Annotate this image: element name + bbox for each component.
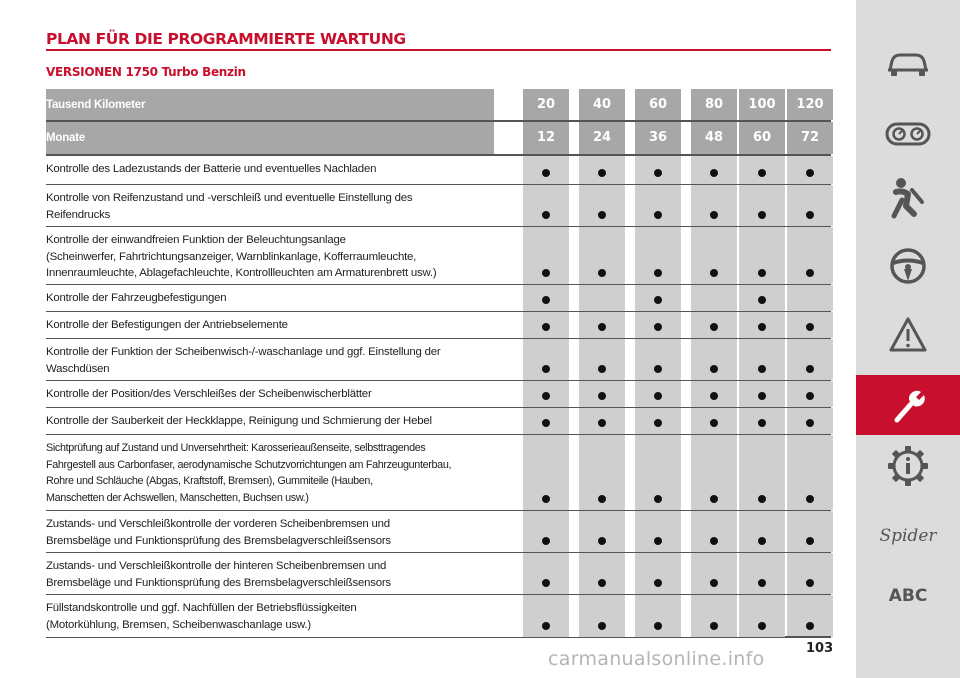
row-cells bbox=[523, 553, 831, 594]
interval-cell bbox=[523, 511, 569, 552]
header-months-value: 60 bbox=[752, 130, 772, 145]
service-mark-dot bbox=[654, 419, 663, 428]
spider-logo: Spider bbox=[879, 526, 937, 546]
sidebar-item-maintenance[interactable] bbox=[856, 375, 960, 435]
car-icon bbox=[884, 48, 932, 80]
row-cells bbox=[523, 595, 831, 637]
header-months-cell bbox=[691, 122, 737, 154]
interval-cell bbox=[691, 227, 737, 284]
interval-cell bbox=[635, 156, 681, 184]
watermark: carmanualsonline.info bbox=[548, 648, 765, 670]
service-mark-dot bbox=[654, 365, 663, 374]
sidebar-item-multimedia[interactable] bbox=[856, 506, 960, 566]
interval-cell bbox=[635, 553, 681, 594]
service-mark-dot bbox=[758, 211, 767, 220]
service-mark-dot bbox=[806, 579, 815, 588]
interval-cell bbox=[523, 381, 569, 407]
interval-cell bbox=[691, 511, 737, 552]
interval-cell bbox=[739, 285, 785, 311]
service-mark-dot bbox=[598, 537, 607, 546]
service-mark-dot bbox=[710, 269, 719, 278]
table-row bbox=[46, 408, 831, 435]
row-label: Kontrolle des Ladezustands der Batterie und eventuelles Nachladen bbox=[46, 163, 377, 175]
header-months-cell bbox=[523, 122, 569, 154]
interval-cell bbox=[523, 408, 569, 434]
service-mark-dot bbox=[654, 537, 663, 546]
service-mark-dot bbox=[758, 365, 767, 374]
service-mark-dot bbox=[654, 579, 663, 588]
table-row bbox=[46, 185, 831, 227]
service-mark-dot bbox=[806, 392, 815, 401]
service-mark-dot bbox=[758, 622, 767, 631]
service-mark-dot bbox=[758, 579, 767, 588]
interval-cell bbox=[579, 312, 625, 338]
header-months-value: 72 bbox=[800, 130, 820, 145]
page-subtitle: VERSIONEN 1750 Turbo Benzin bbox=[46, 65, 246, 79]
chapter-sidebar bbox=[856, 0, 960, 678]
service-mark-dot bbox=[542, 296, 551, 305]
steering-wheel-icon bbox=[888, 246, 928, 286]
interval-cell bbox=[635, 312, 681, 338]
interval-cell bbox=[579, 553, 625, 594]
service-mark-dot bbox=[654, 211, 663, 220]
interval-cell bbox=[579, 227, 625, 284]
sidebar-item-car[interactable] bbox=[856, 34, 960, 94]
service-mark-dot bbox=[758, 392, 767, 401]
abc-index: ABC bbox=[888, 586, 928, 606]
table-row bbox=[46, 511, 831, 553]
interval-cell bbox=[739, 381, 785, 407]
service-mark-dot bbox=[598, 323, 607, 332]
interval-cell bbox=[739, 339, 785, 380]
service-mark-dot bbox=[758, 169, 767, 178]
service-mark-dot bbox=[710, 169, 719, 178]
header-km-cell bbox=[635, 89, 681, 120]
service-mark-dot bbox=[710, 211, 719, 220]
service-mark-dot bbox=[542, 537, 551, 546]
header-km-value: 100 bbox=[748, 96, 776, 112]
interval-cell bbox=[635, 511, 681, 552]
table-row bbox=[46, 285, 831, 312]
service-mark-dot bbox=[598, 269, 607, 278]
service-mark-dot bbox=[542, 495, 551, 504]
interval-cell bbox=[691, 595, 737, 637]
dashboard-gauges-icon bbox=[884, 119, 932, 149]
service-mark-dot bbox=[710, 495, 719, 504]
interval-cell bbox=[787, 312, 833, 338]
row-cells bbox=[523, 285, 831, 311]
row-label: Kontrolle der Sauberkeit der Heckklappe, Reinigung und Schmierung der Hebel bbox=[46, 415, 432, 427]
service-mark-dot bbox=[710, 392, 719, 401]
service-mark-dot bbox=[654, 622, 663, 631]
interval-cell bbox=[787, 408, 833, 434]
service-mark-dot bbox=[806, 419, 815, 428]
page-number-rule bbox=[785, 636, 831, 637]
header-months-cells bbox=[523, 122, 831, 154]
interval-cell bbox=[579, 595, 625, 637]
service-mark-dot bbox=[758, 296, 767, 305]
service-mark-dot bbox=[806, 537, 815, 546]
sidebar-item-safety[interactable] bbox=[856, 168, 960, 228]
seatbelt-passenger-icon bbox=[888, 176, 928, 220]
header-km-cell bbox=[739, 89, 785, 120]
interval-cell bbox=[739, 595, 785, 637]
table-row bbox=[46, 553, 831, 595]
interval-cell bbox=[579, 435, 625, 510]
service-mark-dot bbox=[542, 323, 551, 332]
interval-cell bbox=[739, 408, 785, 434]
row-label: Kontrolle der Funktion der Scheibenwisch-/-waschanlage und ggf. Einstellung der Waschdüsen bbox=[46, 346, 441, 375]
service-mark-dot bbox=[710, 622, 719, 631]
service-mark-dot bbox=[542, 169, 551, 178]
interval-cell bbox=[579, 185, 625, 226]
service-mark-dot bbox=[654, 296, 663, 305]
table-row bbox=[46, 595, 831, 638]
interval-cell bbox=[579, 408, 625, 434]
service-mark-dot bbox=[710, 365, 719, 374]
page-title: PLAN FÜR DIE PROGRAMMIERTE WARTUNG bbox=[46, 30, 406, 48]
header-months-cell bbox=[739, 122, 785, 154]
service-mark-dot bbox=[654, 495, 663, 504]
interval-cell bbox=[787, 553, 833, 594]
service-mark-dot bbox=[758, 419, 767, 428]
service-mark-dot bbox=[806, 269, 815, 278]
interval-cell bbox=[635, 435, 681, 510]
interval-cell bbox=[635, 285, 681, 311]
page-number: 103 bbox=[806, 641, 834, 656]
header-months-cell bbox=[579, 122, 625, 154]
service-mark-dot bbox=[806, 365, 815, 374]
interval-cell bbox=[739, 156, 785, 184]
row-label: Zustands- und Verschleißkontrolle der vorderen Scheibenbremsen und Bremsbeläge und Funktionsprüfung des Bremsbelagverschleißsensors bbox=[46, 518, 391, 547]
row-cells bbox=[523, 185, 831, 226]
interval-cell bbox=[691, 339, 737, 380]
row-cells bbox=[523, 156, 831, 184]
row-cells bbox=[523, 312, 831, 338]
service-mark-dot bbox=[710, 419, 719, 428]
service-mark-dot bbox=[806, 211, 815, 220]
row-cells bbox=[523, 227, 831, 284]
interval-cell bbox=[523, 285, 569, 311]
row-label: Zustands- und Verschleißkontrolle der hinteren Scheibenbremsen und Bremsbeläge und Funktionsprüfung des Bremsbelagverschleißsensors bbox=[46, 560, 391, 589]
service-mark-dot bbox=[806, 622, 815, 631]
sidebar-item-emergency[interactable] bbox=[856, 305, 960, 365]
interval-cell bbox=[635, 381, 681, 407]
interval-cell bbox=[691, 285, 737, 311]
interval-cell bbox=[523, 595, 569, 637]
interval-cell bbox=[635, 339, 681, 380]
row-label: Kontrolle von Reifenzustand und -verschleiß und eventuelle Einstellung des Reifendrucks bbox=[46, 192, 413, 221]
interval-cell bbox=[787, 185, 833, 226]
header-km-cell bbox=[523, 89, 569, 120]
header-km-label: Tausend Kilometer bbox=[46, 89, 494, 120]
interval-cell bbox=[691, 312, 737, 338]
interval-cell bbox=[739, 511, 785, 552]
row-label: Sichtprüfung auf Zustand und Unversehrtheit: Karosserieaußenseite, selbsttragendes Fahrgestell aus Carbonfaser, aerodynamische Schutzvorrichtungen am Fahrzeugunterbau, Rohre und Schläuche (Abgas, Kraftstoff, Bremsen), Gummiteile (Hauben, Manschetten der Achswellen, Manschetten, Buchsen usw.) bbox=[46, 442, 452, 504]
service-mark-dot bbox=[758, 323, 767, 332]
interval-cell bbox=[691, 185, 737, 226]
interval-cell bbox=[787, 595, 833, 637]
service-mark-dot bbox=[654, 323, 663, 332]
table-row bbox=[46, 227, 831, 285]
interval-cell bbox=[739, 185, 785, 226]
service-mark-dot bbox=[598, 622, 607, 631]
sidebar-item-index[interactable] bbox=[856, 566, 960, 626]
header-months-value: 24 bbox=[592, 130, 612, 145]
interval-cell bbox=[787, 511, 833, 552]
interval-cell bbox=[579, 285, 625, 311]
interval-cell bbox=[691, 553, 737, 594]
service-mark-dot bbox=[758, 537, 767, 546]
interval-cell bbox=[691, 435, 737, 510]
header-km-value: 60 bbox=[648, 96, 668, 112]
header-months-cell bbox=[635, 122, 681, 154]
table-row bbox=[46, 381, 831, 408]
interval-cell bbox=[523, 312, 569, 338]
interval-cell bbox=[739, 553, 785, 594]
service-mark-dot bbox=[542, 579, 551, 588]
service-mark-dot bbox=[654, 392, 663, 401]
interval-cell bbox=[691, 381, 737, 407]
interval-cell bbox=[691, 408, 737, 434]
service-mark-dot bbox=[710, 579, 719, 588]
header-months-value: 48 bbox=[704, 130, 724, 145]
service-mark-dot bbox=[654, 269, 663, 278]
sidebar-item-driving[interactable] bbox=[856, 236, 960, 296]
row-label: Kontrolle der Fahrzeugbefestigungen bbox=[46, 292, 227, 304]
service-mark-dot bbox=[758, 269, 767, 278]
warning-triangle-icon bbox=[888, 316, 928, 354]
row-label: Kontrolle der Position/des Verschleißes der Scheibenwischerblätter bbox=[46, 388, 372, 400]
header-km-cell bbox=[691, 89, 737, 120]
service-mark-dot bbox=[710, 323, 719, 332]
interval-cell bbox=[787, 381, 833, 407]
table-row bbox=[46, 435, 831, 511]
interval-cell bbox=[635, 185, 681, 226]
interval-cell bbox=[523, 156, 569, 184]
header-km-value: 20 bbox=[536, 96, 556, 112]
service-mark-dot bbox=[654, 169, 663, 178]
header-months-label: Monate bbox=[46, 122, 494, 154]
sidebar-item-technical-data[interactable] bbox=[856, 436, 960, 496]
service-mark-dot bbox=[710, 537, 719, 546]
interval-cell bbox=[579, 339, 625, 380]
interval-cell bbox=[523, 435, 569, 510]
title-rule bbox=[46, 49, 831, 51]
service-mark-dot bbox=[542, 365, 551, 374]
header-months-value: 36 bbox=[648, 130, 668, 145]
sidebar-item-dashboard[interactable] bbox=[856, 104, 960, 164]
header-km-cell bbox=[579, 89, 625, 120]
service-mark-dot bbox=[542, 622, 551, 631]
row-label: Kontrolle der Befestigungen der Antriebselemente bbox=[46, 319, 288, 331]
service-mark-dot bbox=[598, 169, 607, 178]
interval-cell bbox=[787, 339, 833, 380]
info-gear-icon bbox=[886, 444, 930, 488]
interval-cell bbox=[635, 227, 681, 284]
service-mark-dot bbox=[758, 495, 767, 504]
interval-cell bbox=[787, 285, 833, 311]
service-mark-dot bbox=[806, 495, 815, 504]
service-mark-dot bbox=[806, 169, 815, 178]
interval-cell bbox=[523, 553, 569, 594]
service-mark-dot bbox=[598, 392, 607, 401]
interval-cell bbox=[523, 339, 569, 380]
header-km-value: 120 bbox=[796, 96, 824, 112]
row-cells bbox=[523, 435, 831, 510]
header-km-cell bbox=[787, 89, 833, 120]
service-mark-dot bbox=[542, 269, 551, 278]
row-cells bbox=[523, 511, 831, 552]
header-months-value: 12 bbox=[536, 130, 556, 145]
interval-cell bbox=[635, 595, 681, 637]
table-row bbox=[46, 156, 831, 185]
table-row bbox=[46, 312, 831, 339]
interval-cell bbox=[579, 156, 625, 184]
service-mark-dot bbox=[598, 211, 607, 220]
row-cells bbox=[523, 381, 831, 407]
header-km-value: 40 bbox=[592, 96, 612, 112]
interval-cell bbox=[739, 312, 785, 338]
service-mark-dot bbox=[806, 323, 815, 332]
service-mark-dot bbox=[598, 365, 607, 374]
interval-cell bbox=[739, 227, 785, 284]
interval-cell bbox=[635, 408, 681, 434]
row-cells bbox=[523, 339, 831, 380]
header-row-km bbox=[46, 89, 831, 122]
service-mark-dot bbox=[598, 579, 607, 588]
row-label: Kontrolle der einwandfreien Funktion der Beleuchtungsanlage (Scheinwerfer, Fahrtrichtungsanzeiger, Warnblinkanlage, Kofferraumleuchte, Innenraumleuchte, Ablagefachleuchte, Kontrollleuchten am Armaturenbrett usw.) bbox=[46, 234, 437, 279]
interval-cell bbox=[523, 227, 569, 284]
maintenance-table bbox=[46, 89, 831, 638]
header-km-cells bbox=[523, 89, 831, 120]
interval-cell bbox=[691, 156, 737, 184]
header-km-value: 80 bbox=[704, 96, 724, 112]
wrench-icon bbox=[888, 385, 928, 425]
service-mark-dot bbox=[542, 419, 551, 428]
header-months-cell bbox=[787, 122, 833, 154]
table-row bbox=[46, 339, 831, 381]
interval-cell bbox=[787, 156, 833, 184]
interval-cell bbox=[787, 435, 833, 510]
interval-cell bbox=[579, 381, 625, 407]
row-label: Füllstandskontrolle und ggf. Nachfüllen der Betriebsflüssigkeiten (Motorkühlung, Bremsen, Scheibenwaschanlage usw.) bbox=[46, 602, 357, 631]
header-row-months bbox=[46, 122, 831, 156]
interval-cell bbox=[787, 227, 833, 284]
service-mark-dot bbox=[598, 495, 607, 504]
service-mark-dot bbox=[542, 211, 551, 220]
interval-cell bbox=[579, 511, 625, 552]
interval-cell bbox=[523, 185, 569, 226]
service-mark-dot bbox=[598, 419, 607, 428]
interval-cell bbox=[739, 435, 785, 510]
row-cells bbox=[523, 408, 831, 434]
service-mark-dot bbox=[542, 392, 551, 401]
